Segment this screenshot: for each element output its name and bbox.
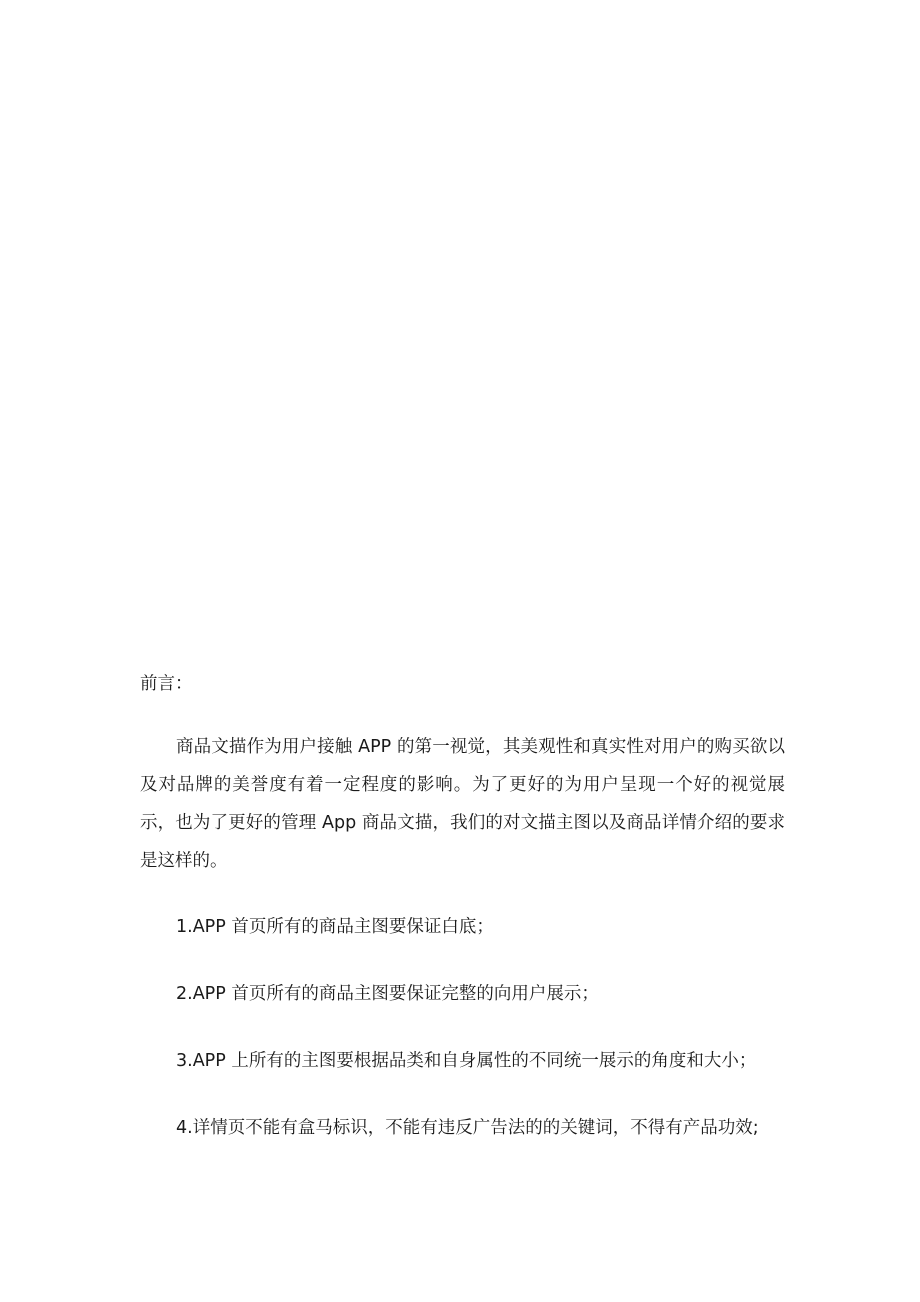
intro-paragraph: 商品文描作为用户接触 APP 的第一视觉，其美观性和真实性对用户的购买欲以及对品牌的美誉度有着一定程度的影响。为了更好的为用户呈现一个好的视觉展示，也为了更好的管理 App 商品文描，我们的对文描主图以及商品详情介绍的要求是这样的。 (140, 737, 785, 871)
requirements-list (140, 908, 785, 1147)
requirement-item-4: 4.详情页不能有盒马标识，不能有违反广告法的的关键词，不得有产品功效; (176, 1118, 759, 1138)
requirement-item-2: 2.APP 首页所有的商品主图要保证完整的向用户展示； (176, 984, 599, 1004)
requirement-item-3: 3.APP 上所有的主图要根据品类和自身属性的不同统一展示的角度和大小； (176, 1051, 757, 1071)
preface-heading: 前言： (140, 674, 193, 694)
document-body (140, 668, 785, 1147)
requirement-item-1: 1.APP 首页所有的商品主图要保证白底； (176, 917, 494, 937)
